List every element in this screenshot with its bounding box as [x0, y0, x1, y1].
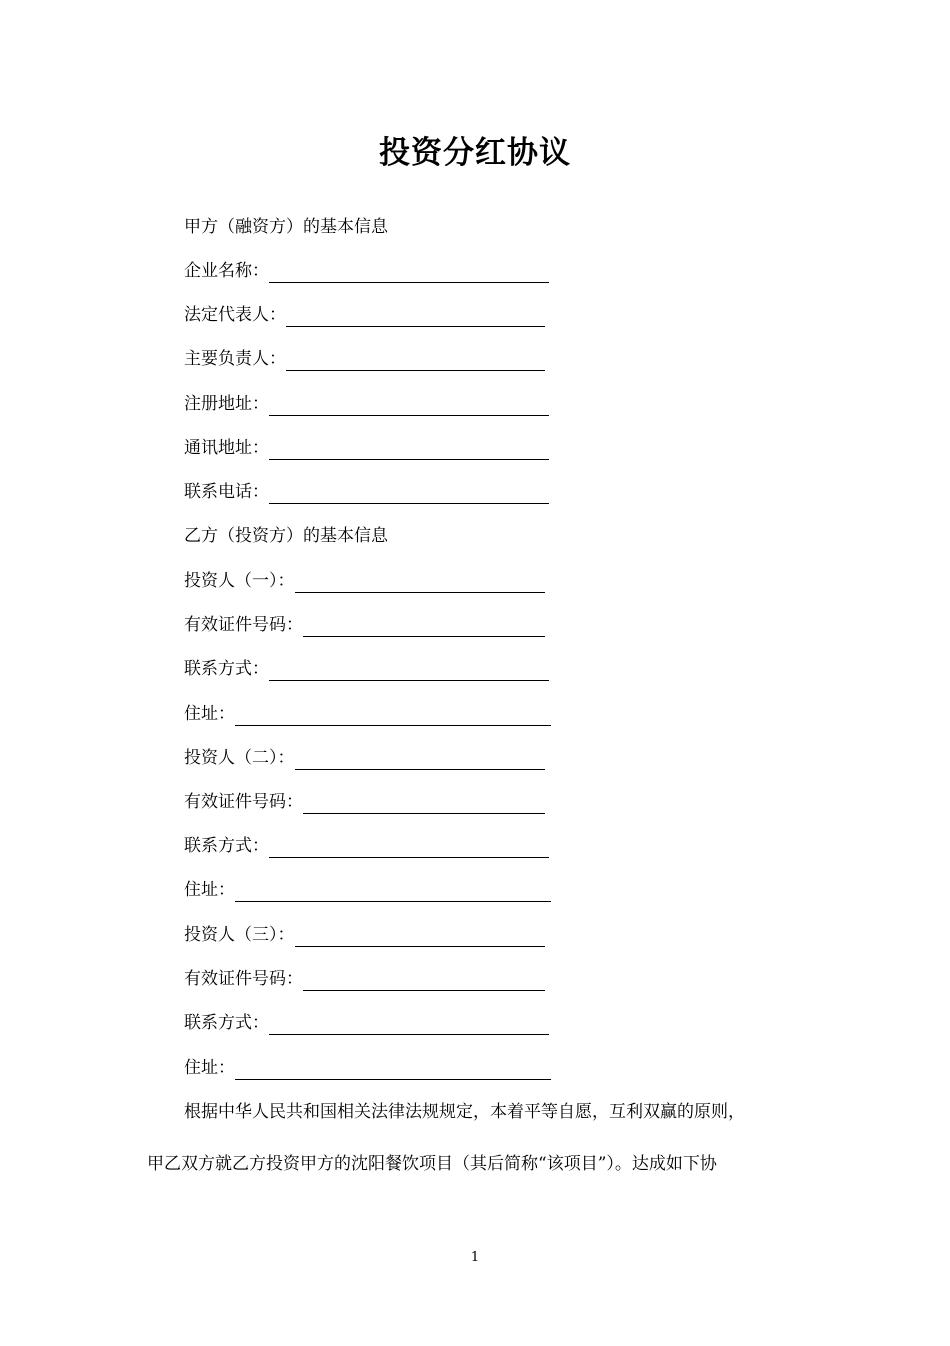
investor-1-label: 投资人（一）：	[184, 571, 295, 591]
registered-address-label: 注册地址：	[184, 394, 269, 414]
party-b-heading: 乙方（投资方）的基本信息	[184, 526, 388, 546]
investor-3-id-blank[interactable]	[303, 970, 545, 991]
investor-3-id-row	[184, 967, 545, 991]
investor-1-id-blank[interactable]	[303, 616, 545, 637]
phone-row	[184, 480, 549, 504]
body-paragraph-line-1: 根据中华人民共和国相关法律法规规定，本着平等自愿，互利双赢的原则，	[184, 1102, 745, 1122]
phone-label: 联系电话：	[184, 482, 269, 502]
investor-2-blank[interactable]	[295, 749, 545, 770]
investor-1-row	[184, 569, 545, 593]
investor-1-contact-blank[interactable]	[269, 660, 549, 681]
investor-2-contact-row	[184, 834, 549, 858]
party-a-heading: 甲方（融资方）的基本信息	[184, 217, 388, 237]
investor-2-address-row	[184, 878, 551, 902]
mailing-address-blank[interactable]	[269, 439, 549, 460]
body-paragraph-line-2: 甲乙双方就乙方投资甲方的沈阳餐饮项目（其后简称“该项目”）。达成如下协	[147, 1154, 717, 1174]
company-name-blank[interactable]	[269, 262, 549, 283]
legal-rep-row	[184, 303, 545, 327]
investor-1-contact-label: 联系方式：	[184, 659, 269, 679]
investor-2-id-blank[interactable]	[303, 793, 545, 814]
investor-3-id-label: 有效证件号码：	[184, 969, 303, 989]
investor-1-address-label: 住址：	[184, 704, 235, 724]
investor-1-contact-row	[184, 657, 549, 681]
page-number: 1	[470, 1250, 480, 1265]
investor-2-label: 投资人（二）：	[184, 748, 295, 768]
investor-3-label: 投资人（三）：	[184, 925, 295, 945]
investor-1-address-blank[interactable]	[235, 705, 551, 726]
investor-2-address-blank[interactable]	[235, 881, 551, 902]
legal-rep-label: 法定代表人：	[184, 305, 286, 325]
investor-3-address-blank[interactable]	[235, 1059, 551, 1080]
investor-3-contact-blank[interactable]	[269, 1014, 549, 1035]
investor-2-id-row	[184, 790, 545, 814]
investor-3-address-label: 住址：	[184, 1058, 235, 1078]
investor-1-address-row	[184, 702, 551, 726]
investor-3-contact-row	[184, 1011, 549, 1035]
document-title: 投资分红协议	[379, 135, 571, 171]
principal-blank[interactable]	[286, 350, 545, 371]
registered-address-blank[interactable]	[269, 395, 549, 416]
investor-2-id-label: 有效证件号码：	[184, 792, 303, 812]
registered-address-row	[184, 392, 549, 416]
investor-1-id-label: 有效证件号码：	[184, 615, 303, 635]
investor-3-row	[184, 923, 545, 947]
investor-3-contact-label: 联系方式：	[184, 1013, 269, 1033]
investor-2-row	[184, 746, 545, 770]
investor-3-blank[interactable]	[295, 926, 545, 947]
investor-2-address-label: 住址：	[184, 880, 235, 900]
investor-1-id-row	[184, 613, 545, 637]
mailing-address-label: 通讯地址：	[184, 438, 269, 458]
company-name-label: 企业名称：	[184, 261, 269, 281]
company-name-row	[184, 259, 549, 283]
investor-2-contact-label: 联系方式：	[184, 836, 269, 856]
investor-1-blank[interactable]	[295, 572, 545, 593]
principal-label: 主要负责人：	[184, 349, 286, 369]
investor-2-contact-blank[interactable]	[269, 837, 549, 858]
principal-row	[184, 347, 545, 371]
investor-3-address-row	[184, 1056, 551, 1080]
legal-rep-blank[interactable]	[286, 306, 545, 327]
phone-blank[interactable]	[269, 483, 549, 504]
mailing-address-row	[184, 436, 549, 460]
